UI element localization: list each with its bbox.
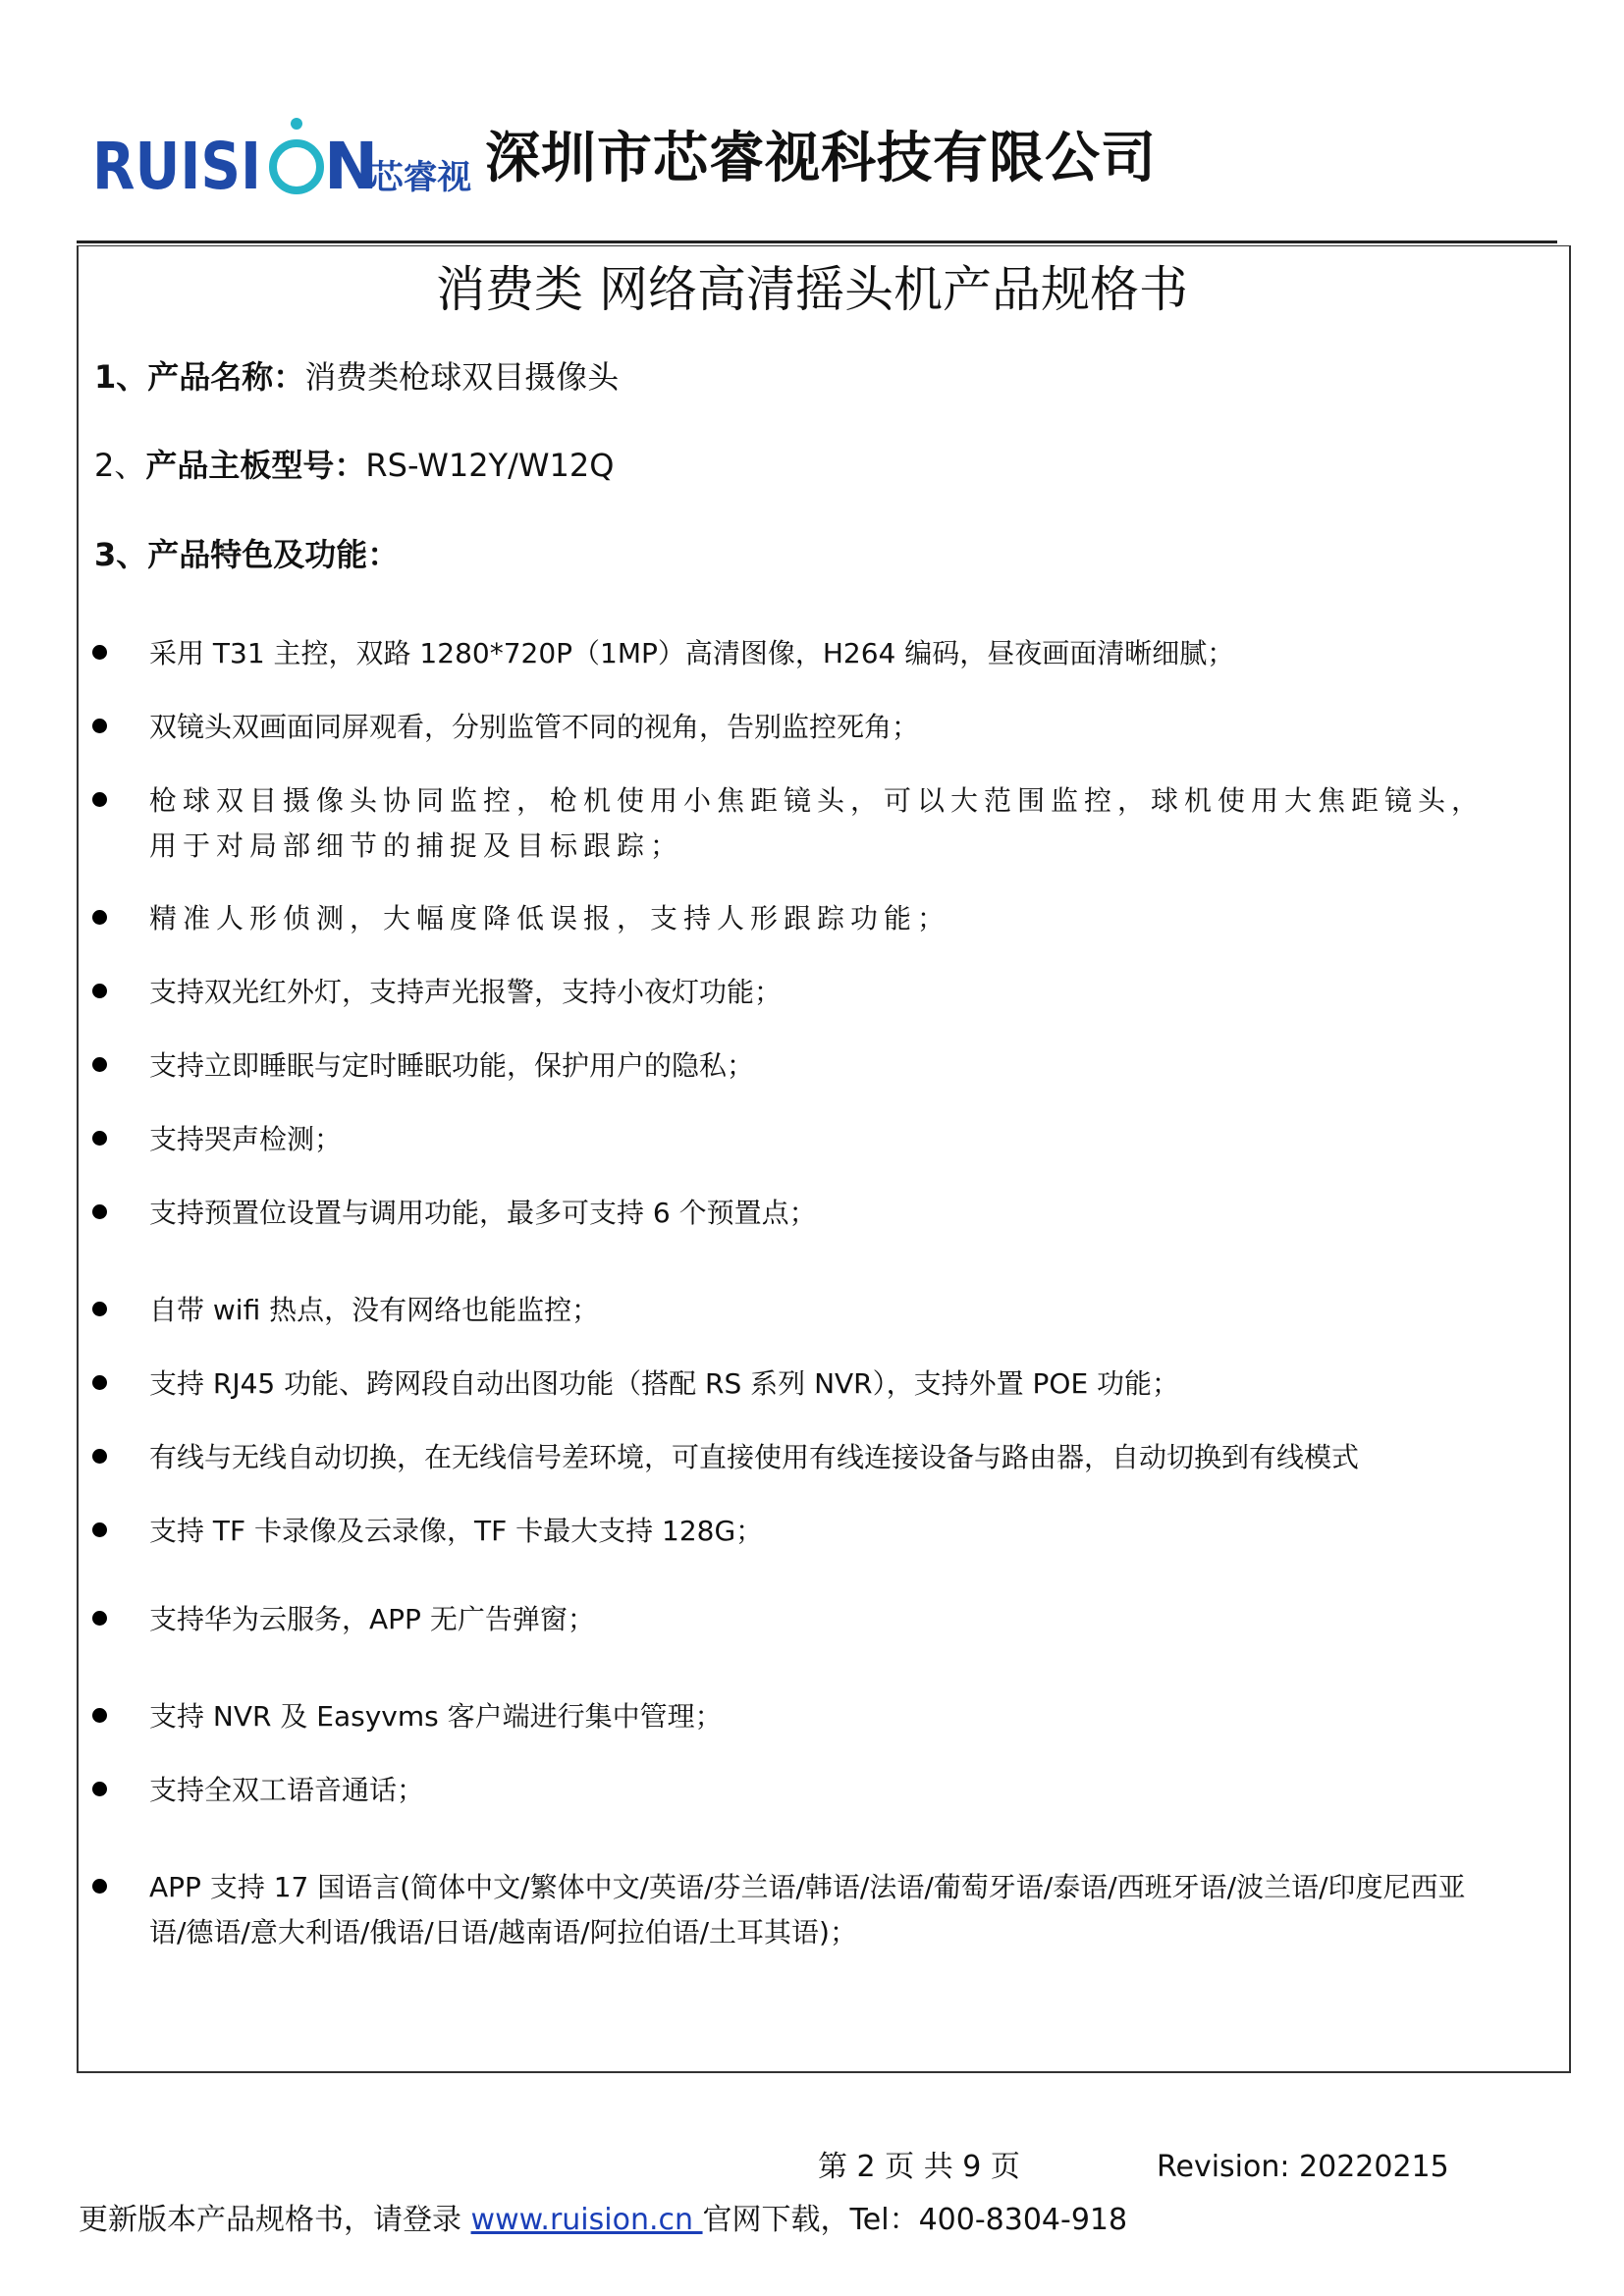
field-label-prefix: 2、 [94, 447, 146, 484]
list-item [92, 1043, 1545, 1089]
page-number: 第 2 页 共 9 页 [818, 2150, 1020, 2184]
field-value: RS-W12Y/W12Q [365, 447, 615, 484]
logo-o-dot [291, 118, 302, 130]
list-item [92, 1768, 1545, 1813]
list-item [92, 1509, 1545, 1554]
list-item-text: 支持立即睡眠与定时睡眠功能，保护用户的隐私； [149, 1049, 755, 1082]
field-label: 3、产品特色及功能： [94, 536, 400, 573]
footer-update-note [79, 2199, 1127, 2242]
list-item [92, 1865, 1545, 1955]
bullet-icon [92, 719, 107, 733]
logo-text-tail: N [324, 129, 379, 204]
bullet-icon [92, 792, 107, 807]
bullet-icon [92, 1879, 107, 1894]
footer-update-suffix: 官网下载，Tel：400-8304-918 [702, 2203, 1128, 2237]
list-item-text: 自带 wifi 热点，没有网络也能监控； [149, 1294, 600, 1326]
list-item-text: 支持预置位设置与调用功能，最多可支持 6 个预置点； [149, 1197, 817, 1229]
list-item [92, 896, 1545, 941]
field-features-heading [94, 533, 399, 576]
list-item [92, 1191, 1545, 1236]
bullet-icon [92, 1302, 107, 1316]
list-item [92, 970, 1545, 1015]
header-divider [77, 240, 1557, 243]
list-item [92, 1435, 1545, 1480]
logo-text: RUISI [92, 129, 261, 204]
logo-cn: 芯睿视 [369, 158, 471, 197]
ruision-logo [92, 106, 475, 214]
list-item-text: 有线与无线自动切换，在无线信号差环境，可直接使用有线连接设备与路由器，自动切换到有线模式 [149, 1441, 1360, 1473]
logo-o-ring [273, 143, 320, 190]
page-header [92, 106, 1565, 214]
document-title: 消费类 网络高清摇头机产品规格书 [436, 261, 1188, 318]
list-item-text: 支持 RJ45 功能、跨网段自动出图功能（搭配 RS 系列 NVR），支持外置 POE 功能； [149, 1367, 1180, 1400]
list-item-text: 枪球双目摄像头协同监控，枪机使用小焦距镜头，可以大范围监控，球机使用大焦距镜头， [149, 784, 1486, 817]
list-item-text: 支持双光红外灯，支持声光报警，支持小夜灯功能； [149, 976, 783, 1008]
footer-update-prefix: 更新版本产品规格书，请登录 [79, 2203, 471, 2237]
field-label: 产品主板型号： [145, 447, 366, 484]
list-item [92, 631, 1545, 676]
company-name: 深圳市芯睿视科技有限公司 [485, 127, 1157, 190]
list-item [92, 778, 1545, 869]
list-item-text-continued: 用于对局部细节的捕捉及目标跟踪； [149, 829, 684, 862]
list-item [92, 1694, 1545, 1739]
list-item-text: 支持哭声检测； [149, 1123, 343, 1155]
list-item-text-continued: 语/德语/意大利语/俄语/日语/越南语/阿拉伯语/土耳其语)； [149, 1916, 857, 1949]
bullet-icon [92, 1522, 107, 1537]
list-item-text: 采用 T31 主控，双路 1280*720P（1MP）高清图像，H264 编码，昼夜画面清晰细腻； [149, 637, 1235, 669]
list-item-text: 支持 TF 卡录像及云录像，TF 卡最大支持 128G； [149, 1515, 764, 1547]
list-item-text: 支持全双工语音通话； [149, 1774, 425, 1806]
list-item-text: APP 支持 17 国语言(简体中文/繁体中文/英语/芬兰语/韩语/法语/葡萄牙语/泰语/西班牙语/波兰语/印度尼西亚 [149, 1871, 1466, 1903]
bullet-icon [92, 1782, 107, 1796]
list-item-text: 精准人形侦测，大幅度降低误报，支持人形跟踪功能； [149, 902, 951, 934]
bullet-icon [92, 645, 107, 660]
bullet-icon [92, 1131, 107, 1146]
revision-label: Revision: 20220215 [1157, 2150, 1449, 2184]
list-item [92, 1288, 1545, 1333]
list-item [92, 1597, 1545, 1642]
list-item-text: 双镜头双画面同屏观看，分别监管不同的视角，告别监控死角； [149, 711, 920, 743]
website-link[interactable]: www.ruision.cn [470, 2203, 703, 2237]
bullet-icon [92, 1204, 107, 1219]
list-item [92, 1117, 1545, 1162]
bullet-icon [92, 910, 107, 925]
field-board-model [94, 444, 614, 487]
field-label: 1、产品名称： [94, 358, 305, 396]
field-value: 消费类枪球双目摄像头 [304, 358, 620, 396]
field-product-name [94, 355, 619, 399]
bullet-icon [92, 1708, 107, 1723]
list-item-text: 支持华为云服务，APP 无广告弹窗； [149, 1603, 595, 1635]
bullet-icon [92, 1057, 107, 1072]
list-item-text: 支持 NVR 及 Easyvms 客户端进行集中管理； [149, 1700, 723, 1733]
list-item [92, 1362, 1545, 1407]
bullet-icon [92, 1611, 107, 1626]
bullet-icon [92, 984, 107, 998]
bullet-icon [92, 1375, 107, 1390]
bullet-icon [92, 1449, 107, 1464]
list-item [92, 705, 1545, 750]
